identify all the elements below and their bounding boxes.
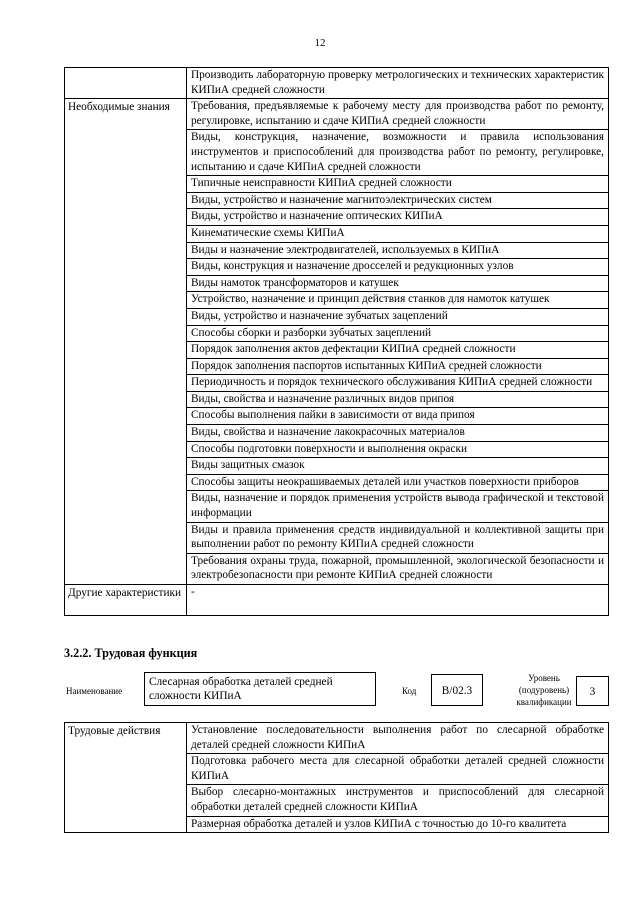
labor-function-header [64, 672, 609, 710]
other-characteristics-value: - [187, 585, 609, 616]
knowledge-label: Необходимые знания [65, 99, 187, 585]
labor-actions-table [64, 722, 609, 833]
requirement-cell: Виды и правила применения средств индивидуальной и коллективной защиты при выполнении работ по ремонту КИПиА средней сложности [187, 522, 609, 553]
requirement-cell: Виды, конструкция, назначение, возможности и правила использования инструментов и приспособлений для производства работ по ремонту, регулировке, испытанию и сдаче КИПиА средней сложности [187, 130, 609, 176]
requirement-cell: Виды, свойства и назначение лакокрасочных материалов [187, 425, 609, 442]
requirement-cell: Устройство, назначение и принцип действия станков для намоток катушек [187, 292, 609, 309]
requirement-cell: Кинематические схемы КИПиА [187, 225, 609, 242]
requirement-cell: Способы сборки и разборки зубчатых зацеплений [187, 325, 609, 342]
requirement-cell: Виды намоток трансформаторов и катушек [187, 275, 609, 292]
requirement-cell: Виды, устройство и назначение оптических КИПиА [187, 209, 609, 226]
table-row [65, 99, 609, 130]
requirement-cell: Виды защитных смазок [187, 458, 609, 475]
requirement-cell: Порядок заполнения паспортов испытанных КИПиА средней сложности [187, 358, 609, 375]
requirement-cell: Порядок заполнения актов дефектации КИПиА средней сложности [187, 342, 609, 359]
table-row [65, 723, 609, 754]
table-row [65, 68, 609, 99]
requirement-cell: Способы защиты неокрашиваемых деталей или участков поверхности приборов [187, 474, 609, 491]
requirement-cell: Периодичность и порядок технического обслуживания КИПиА средней сложности [187, 375, 609, 392]
requirement-cell: Виды, устройство и назначение зубчатых зацеплений [187, 308, 609, 325]
requirement-cell: Виды, назначение и порядок применения устройств вывода графической и текстовой информации [187, 491, 609, 522]
requirement-cell: Требования охраны труда, пожарной, промышленной, экологической безопасности и электробезопасности при ремонте КИПиА средней сложности [187, 553, 609, 584]
level-label-line-2: (подуровень) [518, 685, 570, 695]
empty-label-cell [65, 68, 187, 99]
table-row [65, 585, 609, 616]
requirement-cell: Установление последовательности выполнения работ по слесарной обработке деталей средней сложности КИПиА [187, 723, 609, 754]
section-title: 3.2.2. Трудовая функция [64, 646, 198, 660]
qualification-level-box: 3 [576, 676, 609, 706]
level-label-line-1: Уровень [528, 673, 560, 683]
function-code-box: В/02.3 [431, 674, 483, 706]
requirement-cell: Производить лабораторную проверку метрологических и технических характеристик КИПиА средней сложности [187, 68, 609, 99]
requirement-cell: Размерная обработка деталей и узлов КИПиА с точностью до 10-го квалитета [187, 816, 609, 833]
qualification-level-label [500, 672, 588, 708]
knowledge-table [64, 67, 609, 616]
code-label: Код [402, 686, 417, 696]
page-number: 12 [314, 37, 326, 49]
requirement-cell: Способы выполнения пайки в зависимости от вида припоя [187, 408, 609, 425]
name-label: Наименование [66, 686, 123, 696]
requirement-cell: Требования, предъявляемые к рабочему месту для производства работ по ремонту, регулировке, испытанию и сдаче КИПиА средней сложности [187, 99, 609, 130]
requirement-cell: Виды, свойства и назначение различных видов припоя [187, 391, 609, 408]
level-label-line-3: квалификации [516, 697, 572, 707]
requirement-cell: Выбор слесарно-монтажных инструментов и приспособлений для слесарной обработки деталей средней сложности КИПиА [187, 785, 609, 816]
requirement-cell: Виды, конструкция и назначение дросселей и редукционных узлов [187, 259, 609, 276]
requirement-cell: Способы подготовки поверхности и выполнения окраски [187, 441, 609, 458]
labor-actions-label: Трудовые действия [65, 723, 187, 833]
requirement-cell: Типичные неисправности КИПиА средней сложности [187, 176, 609, 193]
requirement-cell: Виды, устройство и назначение магнитоэлектрических систем [187, 192, 609, 209]
requirement-cell: Виды и назначение электродвигателей, используемых в КИПиА [187, 242, 609, 259]
other-characteristics-label: Другие характеристики [65, 585, 187, 616]
function-name-box: Слесарная обработка деталей средней сложности КИПиА [144, 672, 376, 706]
requirement-cell: Подготовка рабочего места для слесарной обработки деталей средней сложности КИПиА [187, 754, 609, 785]
